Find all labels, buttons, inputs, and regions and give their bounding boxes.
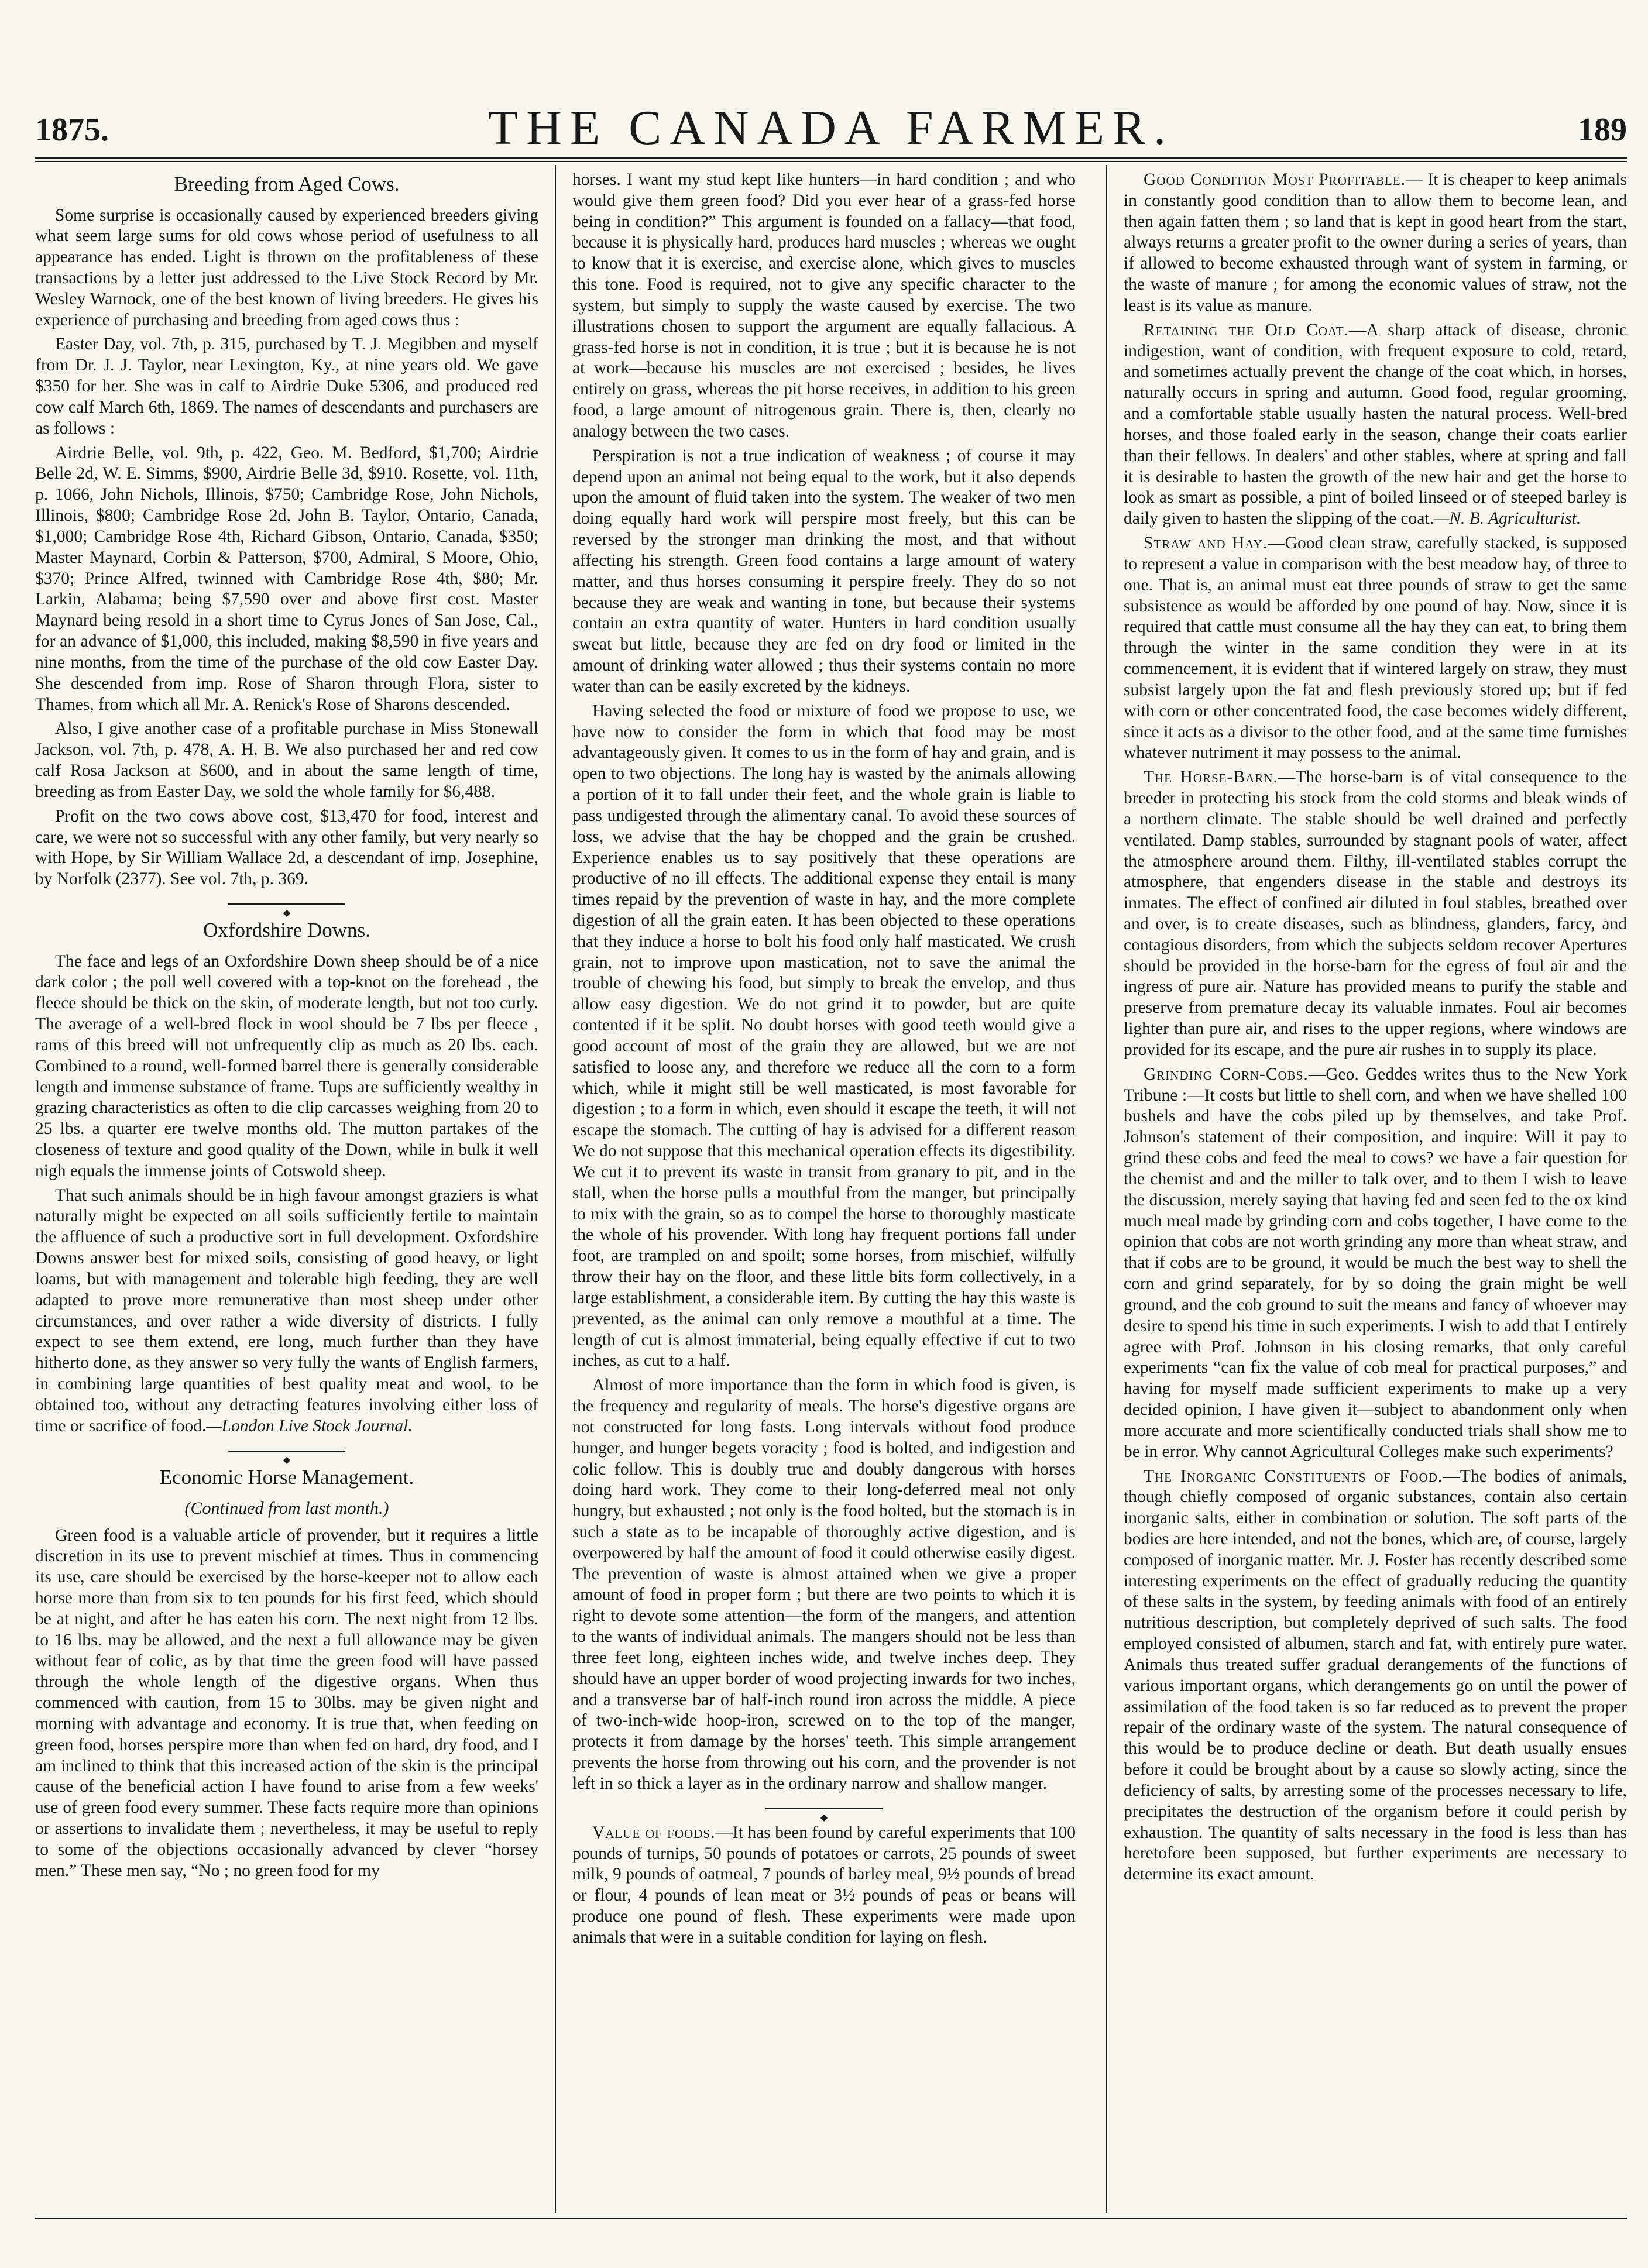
paragraph-text: That such animals should be in high favour amongst graziers is what naturally might be expected on all soils sufficiently fertile to maintain the affluence of such a productive sort in full development. Oxfordshire Downs answer best for mixed soils, consisting of good heavy, or light loams, but with management and tolerable high feeding, they are well adapted to prove more remunerative than most sheep under other circumstances, and over rather a wide diversity of districts. I fully expect to see them extend, ere long, much further than they have hitherto done, as they answer so very fully the wants of English farmers, in combining large quantities of best quality meat and wool, to be obtained too, without any detracting features involving either loss of time or sacrifice of food. [35,1185,538,1435]
paragraph: Perspiration is not a true indication of weakness ; of course it may depend upon an animal not being equal to the work, but it also depends upon the amount of fluid taken into the system. The weaker of two men doing equally hard work will perspire most freely, but this can be reversed by the stronger man drinking the most, and that without affecting his strength. Green food contains a large amount of watery matter, and thus horses consuming it perspire freely. They do so not because they are weak and wanting in tone, but because their systems contain an extra quantity of water. Hunters in hard condition usually sweat but little, because they are fed on dry food or limited in the amount of drinking water allowed ; thus their systems contain no more water than can be easily excreted by the kidneys. [572,446,1076,696]
article-subtitle: (Continued from last month.) [184,1499,389,1518]
item-text: —A sharp attack of disease, chronic indigestion, want of condition, with frequent exposure to cold, retard, and sometimes actually prevent the change of the coat which, in horses, naturally occurs in spring and autumn. Good food, regular grooming, and a comfortable stable usually hasten the natural process. Well-bred horses, and those foaled early in the season, change their coats earlier than their fellows. In dealers' and other stables, where at spring and fall it is desirable to hasten the growth of the new hair and get the horse to look as smart as possible, a pint of boiled linseed or of steeped barley is daily given to hasten the slipping of the coat. [1124,320,1627,528]
column-2 [572,170,1076,2212]
paragraph [35,1185,538,1437]
paragraph [1124,767,1627,1061]
item-text: —Good clean straw, carefully stacked, is supposed to represent a value in comparison with the best meadow hay, of three to one. That is, an animal must eat three pounds of straw to get the same subsistence as would be afforded by one pound of hay. Now, since it is required that cattle must consume all the hay they can eat, to bring them through the winter in the same condition they were in at its commencement, it is evident that if wintered largely on straw, they must subsist largely upon the fat and flesh previously stored up; but if fed with corn or other concentrated food, the case becomes widely different, since it acts as a divisor to the other food, and at the same time furnishes whatever nutriment it may possess to the animal. [1124,534,1627,762]
item-lead: Retaining the Old Coat. [1144,320,1349,339]
header-rule-thin [35,161,1627,162]
item-lead: Grinding Corn-Cobs. [1144,1064,1309,1084]
paragraph [1124,1064,1627,1463]
paragraph: Airdrie Belle, vol. 9th, p. 422, Geo. M. Bedford, $1,700; Airdrie Belle 2d, W. E. Simms, $900, Airdrie Belle 3d, $910. Rosette, vol. 11th, p. 1066, John Nichols, Illinois, $750; Cambridge Rose, John Nichols, Illinois, $800; Cambridge Rose 2d, John B. Taylor, Ontario, Canada, $1,000; Cambridge Rose 4th, Richard Gibson, Ontario, Canada, $350; Master Maynard, Corbin & Patterson, $700, Admiral, S Moore, Ohio, $370; Prince Alfred, twinned with Cambridge Rose 4th, $80; Mr. Larkin, Alabama; being $7,590 over and above first cost. Master Maynard being resold in a short time to Cyrus Jones of San Jose, Cal., for an advance of $1,000, this included, making $8,590 in five years and nine months, from the time of the purchase of the old cow Easter Day. She descended from imp. Rose of Sharon through Flora, sister to Thames, from which all Mr. A. Renick's Rose of Sharons descended. [35,443,538,714]
article-title-horse-management: Economic Horse Management. [159,1465,414,1489]
column-1 [35,170,538,2212]
paragraph: Profit on the two cows above cost, $13,470 for food, interest and care, we were not so successful with any other family, but very nearly so with Hope, by Sir William Wallace 2d, a descendant of imp. Josephine, by Norfolk (2377). See vol. 7th, p. 369. [35,806,538,889]
item-lead: Good Condition Most Profitable. [1144,170,1406,189]
newspaper-title: THE CANADA FARMER. [487,101,1175,155]
paragraph: horses. I want my stud kept like hunters—in hard condition ; and who would give them green food? Did you ever hear of a grass-fed horse being in condition?” This argument is founded on a fallacy—that food, because it is physically hard, produces hard muscles ; whereas we ought to know that it is exercise, and exercise alone, which gives to muscles this tone. Food is required, not to give any specific character to the system, but simply to supply the waste caused by exercise. The two illustrations chosen to support the argument are equally fallacious. A grass-fed horse is not in condition, it is true ; but it is because he is not at work—because his muscles are not exercised ; besides, he lives entirely on grass, whereas the pit horse receives, in addition to his green food, a large amount of nitrogenous grain. There is, then, clearly no analogy between the two cases. [572,170,1076,441]
article-divider: ◆ [35,1448,538,1453]
item-lead: The Horse-Barn. [1144,768,1278,787]
masthead [35,99,1627,155]
source-credit: —London Live Stock Journal. [206,1416,413,1435]
article-title-oxfordshire: Oxfordshire Downs. [203,919,370,942]
item-lead: The Inorganic Constituents of Food. [1144,1466,1443,1486]
item-text: — It is cheaper to keep animals in constantly good condition than to allow them to become lean, and then again fatten them ; so land that is kept in good heart from the start, always returns a greater profit to the owner during a series of years, than if allowed to become exhausted through want of system in farming, or the waste of manure ; for among the economic values of straw, not the least is its value as manure. [1124,170,1627,315]
paragraph: Some surprise is occasionally caused by experienced breeders giving what seem large sums for old cows whose period of usefulness to all appearance has ended. Light is thrown on the profitableness of these transactions by a letter just addressed to the Live Stock Record by Mr. Wesley Warnock, one of the best known of living breeders. He gives his experience of purchasing and breeding from aged cows thus : [35,205,538,329]
paragraph [1124,320,1627,530]
paragraph [572,1823,1076,1949]
item-lead: Value of foods. [592,1823,716,1842]
paragraph [1124,1466,1627,1886]
issue-year: 1875. [35,112,109,148]
footer-rule [35,2218,1627,2219]
paragraph: The face and legs of an Oxfordshire Down sheep should be of a nice dark color ; the poll well covered with a top-knot on the forehead , the fleece should be thick on the skin, of moderate length, but not too curly. The average of a well-bred flock in wool should be 7 lbs per fleece , rams of this breed will not unfrequently clip as much as 20 lbs. each. Combined to a round, well-formed barrel there is generally considerable length and immense substance of frame. Tups are sufficiently wealthy in grazing characteristics as often to die clip carcasses weighing from 20 to 25 lbs. a quarter ere twelve months old. The mutton partakes of the closeness of texture and good quality of the Down, while in bulk it well nigh equals the immense joints of Cotswold sheep. [35,951,538,1180]
article-divider: ◆ [35,901,538,906]
article-title-breeding: Breeding from Aged Cows. [174,173,400,195]
paragraph [1124,170,1627,317]
page-number: 189 [1578,112,1627,148]
item-text: —The horse-barn is of vital consequence to the breeder in protecting his stock from the cold storms and bleak winds of a northern climate. The stable should be well drained and perfectly ventilated. Damp stables, surrounded by stagnant pools of water, affect the atmosphere around them. Filthy, ill-ventilated stables corrupt the atmosphere, that engenders disease in the stable and destroys its inmates. The effect of confined air diluted in foul stables, breathed over and over, is to create diseases, such as blindness, glanders, farcy, and contagious disorders, from which the subjects seldom recover Apertures should be provided in the horse-barn for the egress of foul air and the ingress of pure air. Nature has provided means to purify the stable and preserve from premature decay its valuable inmates. Foul air becomes lighter than pure air, and rises to the upper regions, where windows are provided for its escape, and the pure air rushes in to supply its place. [1124,768,1627,1059]
paragraph: Having selected the food or mixture of food we propose to use, we have now to consider the form in which that food may be most advantageously given. It comes to us in the form of hay and grain, and is open to two objections. The long hay is wasted by the animals allowing a portion of it to fall under their feet, and the whole grain is liable to pass undigested through the alimentary canal. To avoid these sources of loss, we advise that the hay be chopped and the grain be crushed. Experience enables us to say positively that these operations are productive of no ill effects. The additional expense they entail is many times repaid by the prevention of waste in hay, and the more complete digestion of all the grain eaten. It has been objected to these operations that they induce a horse to bolt his food only half masticated. We crush grain, not to improve upon mastication, not to save the animal the trouble of chewing his food, but simply to break the envelop, and thus allow easy digestion. We do not grind it to powder, but are quite contented if it be split. No doubt horses with good teeth would give a good account of most of the grain they are allowed, but we are not satisfied to loose any, and therefore we reduce all the corn to a form which, while it might still be well masticated, is most favorable for digestion ; to a form in which, even should it escape the teeth, it will not escape the stomach. The cutting of hay is advised for a different reason We do not suppose that this mechanical operation effects its digestibility. We cut it to prevent its waste in transit from granary to pit, and in the stall, when the horse pulls a mouthful from the manger, but principally to mix with the grain, so as to compel the horse to thoroughly masticate the whole of his provender. With long hay frequent portions fall under foot, are trampled on and spoilt; some horses, from mischief, wilfully throw their hay on the floor, and these little bits form collectively, in a large establishment, a considerable item. By cutting the hay this waste is prevented, as the animal can only remove a mouthful at a time. The length of cut is almost immaterial, being equally effective if cut to two inches, as cut to a half. [572,701,1076,1370]
article-divider: ◆ [572,1805,1076,1811]
header-rule [35,157,1627,159]
paragraph [1124,533,1627,764]
item-text: —Geo. Geddes writes thus to the New York Tribune :—It costs but little to shell corn, and when we have shelled 100 bushels and have the cobs piled up by themselves, and take Prof. Johnson's statement of their composition, and inquire: Will it pay to grind these cobs and feed the meal to cows? we have a fair question for the chemist and and the miller to talk over, and to them I wish to leave the discussion, merely saying that having fed and seen fed to the ox kind much meal made by grinding corn and cobs together, I have come to the opinion that cobs are not worth grinding any more than wheat straw, and that if cobs are to be ground, it would be much the best way to shell the corn and grind separately, for by so doing the grain might be well ground, and the cob ground to suit the means and fancy of whoever may desire to spend his time in such experiments. I wish to add that I entirely agree with Prof. Johnson in his closing remarks, that only careful experiments “can fix the value of cob meal for practical purposes,” and having for myself made sufficient experiments to make up a very decided opinion, I have given it—subject to abandonment only when more accurate and more scientifically conducted trials shall show me to be in error. Why cannot Agricultural Colleges make such experiments? [1124,1064,1627,1461]
source-credit: —N. B. Agriculturist. [1434,509,1581,528]
column-3 [1124,170,1627,2212]
column-divider-1 [555,165,556,2213]
paragraph: Almost of more importance than the form in which food is given, is the frequency and regularity of meals. The horse's digestive organs are not constructed for long fasts. Long intervals without food produce hunger, and hunger begets voracity ; food is bolted, and indigestion and colic follow. This is doubly true and doubly dangerous with horses doing hard work. They come to their long-deferred meal not only hungry, but exhausted ; not only is the food bolted, but the stomach is in such a state as to be incapable of thoroughly active digestion, and is overpowered by half the amount of food it could otherwise easily digest. The prevention of waste is almost attained when we give a proper amount of food in proper form ; but there are two points to which it is right to devote some attention—the form of the mangers, and attention to the wants of individual animals. The mangers should not be less than three feet long, eighteen inches wide, and twelve inches deep. They should have an upper border of wood projecting inwards for two inches, and a transverse bar of half-inch round iron across the middle. A piece of two-inch-wide hoop-iron, screwed on to the top of the manger, protects it from damage by the horses' teeth. This simple arrangement prevents the horse from throwing out his corn, and the provender is not left in so thick a layer as in the ordinary narrow and shallow manger. [572,1376,1076,1793]
paragraph: Green food is a valuable article of provender, but it requires a little discretion in its use to prevent mischief at times. Thus in commencing its use, care should be exercised by the horse-keeper not to allow each horse more than from six to ten pounds for his first feed, which should be at night, and after he has eaten his corn. The next night from 12 lbs. to 16 lbs. may be allowed, and the next a full allowance may be given without fear of colic, as by that time the green food will have passed through the whole length of the digestive organs. When thus commenced with caution, from 15 to 30lbs. may be given night and morning with advantage and economy. It is true that, when feeding on green food, horses perspire more than when fed on hard, dry food, and I am inclined to think that this increased action of the skin is the principal cause of the beneficial action I have found to arise from a few weeks' use of green food every summer. These facts require more than opinions or assertions to invalidate them ; nevertheless, it may be useful to reply to some of the objections occasionally advanced by clever “horsey men.” These men say, “No ; no green food for my [35,1525,538,1880]
paragraph: Also, I give another case of a profitable purchase in Miss Stonewall Jackson, vol. 7th, p. 478, A. H. B. We also purchased her and red cow calf Rosa Jackson at $600, and in about the same length of time, breeding as from Easter Day, we sold the whole family for $6,488. [35,719,538,801]
item-text: —The bodies of animals, though chiefly composed of organic substances, contain also certain inorganic salts, either in combination or solution. The soft parts of the bodies are here intended, and not the bones, which are, of course, largely composed of inorganic matter. Mr. J. Foster has recently described some interesting experiments on the effect of gradually reducing the quantity of these salts in the system, by feeding animals with food of an entirely nutritious description, but completely deprived of such salts. The food employed consisted of albumen, starch and fat, with entirely pure water. Animals thus treated suffer gradual derangements of the functions of various important organs, which derangements go on until the power of assimilation of the food taken is so far reduced as to prevent the proper repair of the ordinary waste of the system. The natural consequence of this would be to produce decline or death. But death usually ensues before it could be brought about by a cause so slowly acting, since the deficiency of salts, by arresting some of the processes necessary to life, precipitates the destruction of the organism before it could perish by exhaustion. The quantity of salts necessary in the food is less than has heretofore been supposed, but further experiments are necessary to determine its exact amount. [1124,1466,1627,1884]
column-divider-2 [1106,165,1107,2213]
item-lead: Straw and Hay. [1144,534,1268,553]
paragraph: Easter Day, vol. 7th, p. 315, purchased by T. J. Megibben and myself from Dr. J. J. Taylor, near Lexington, Ky., at nine years old. We gave $350 for her. She was in calf to Airdrie Duke 5306, and produced red cow calf March 6th, 1869. The names of descendants and purchasers are as follows : [35,335,538,438]
item-text: —It has been found by careful experiments that 100 pounds of turnips, 50 pounds of potatoes or carrots, 25 pounds of sweet milk, 9 pounds of oatmeal, 7 pounds of barley meal, 9½ pounds of bread or flour, 4 pounds of lean meat or 3½ pounds of peas or beans will produce one pound of flesh. These experiments were made upon animals that were in a suitable condition for laying on flesh. [572,1823,1076,1947]
